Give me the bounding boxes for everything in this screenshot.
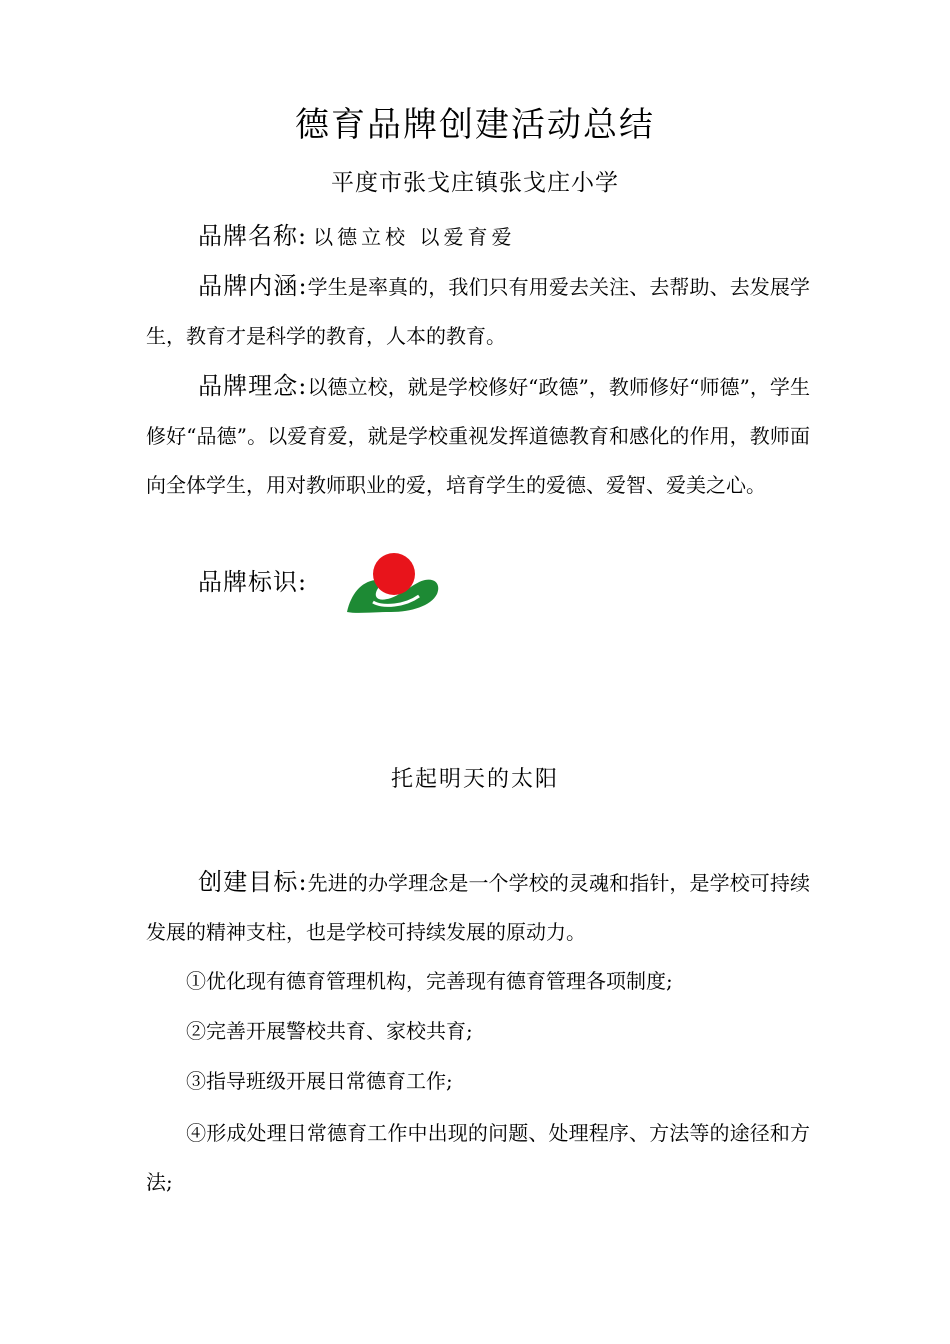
school-name: 平度市张戈庄镇张戈庄小学: [331, 170, 619, 196]
brand-concept-text: 以德立校，就是学校修好“政德”，教师修好“师德”，学生修好“品德”。以爱育爱，就是学校重视发挥道德教育和感化的作用，教师面向全体学生，用对教师职业的爱，培育学生的爱德、爱智、爱美之心。: [146, 375, 810, 497]
slogan-heading: 托起明天的太阳: [390, 767, 559, 792]
goal-item: ③指导班级开展日常德育工作;: [186, 1069, 453, 1093]
goal-item: ①优化现有德育管理机构，完善现有德育管理各项制度;: [186, 969, 673, 993]
goal-item-multiline: [146, 1109, 810, 1207]
brand-connotation-paragraph: [146, 262, 810, 361]
goal-text: 先进的办学理念是一个学校的灵魂和指针，是学校可持续发展的精神支柱，也是学校可持续发展的原动力。: [146, 871, 810, 944]
document-title: 德育品牌创建活动总结: [295, 105, 655, 145]
brand-connotation-text: 学生是率真的，我们只有用爱去关注、去帮助、去发展学生，教育才是科学的教育，人本的教育。: [146, 275, 810, 348]
brand-concept-paragraph: [146, 362, 810, 510]
brand-concept-label: 品牌理念:: [198, 372, 308, 400]
brand-name-value: 以德立校 以爱育爱: [313, 225, 516, 249]
goal-label: 创建目标:: [198, 868, 308, 896]
logo-sun-shape: [373, 553, 415, 595]
goal-item: ②完善开展警校共育、家校共育;: [186, 1019, 473, 1043]
brand-logo-label: 品牌标识:: [198, 568, 308, 596]
brand-connotation-label: 品牌内涵:: [198, 272, 308, 300]
brand-logo-image: [345, 552, 441, 616]
brand-name-paragraph: [146, 212, 810, 262]
goal-paragraph: [146, 858, 810, 957]
brand-name-label: 品牌名称:: [198, 222, 308, 250]
goal-item: ④形成处理日常德育工作中出现的问题、处理程序、方法等的途径和方法;: [146, 1121, 810, 1194]
